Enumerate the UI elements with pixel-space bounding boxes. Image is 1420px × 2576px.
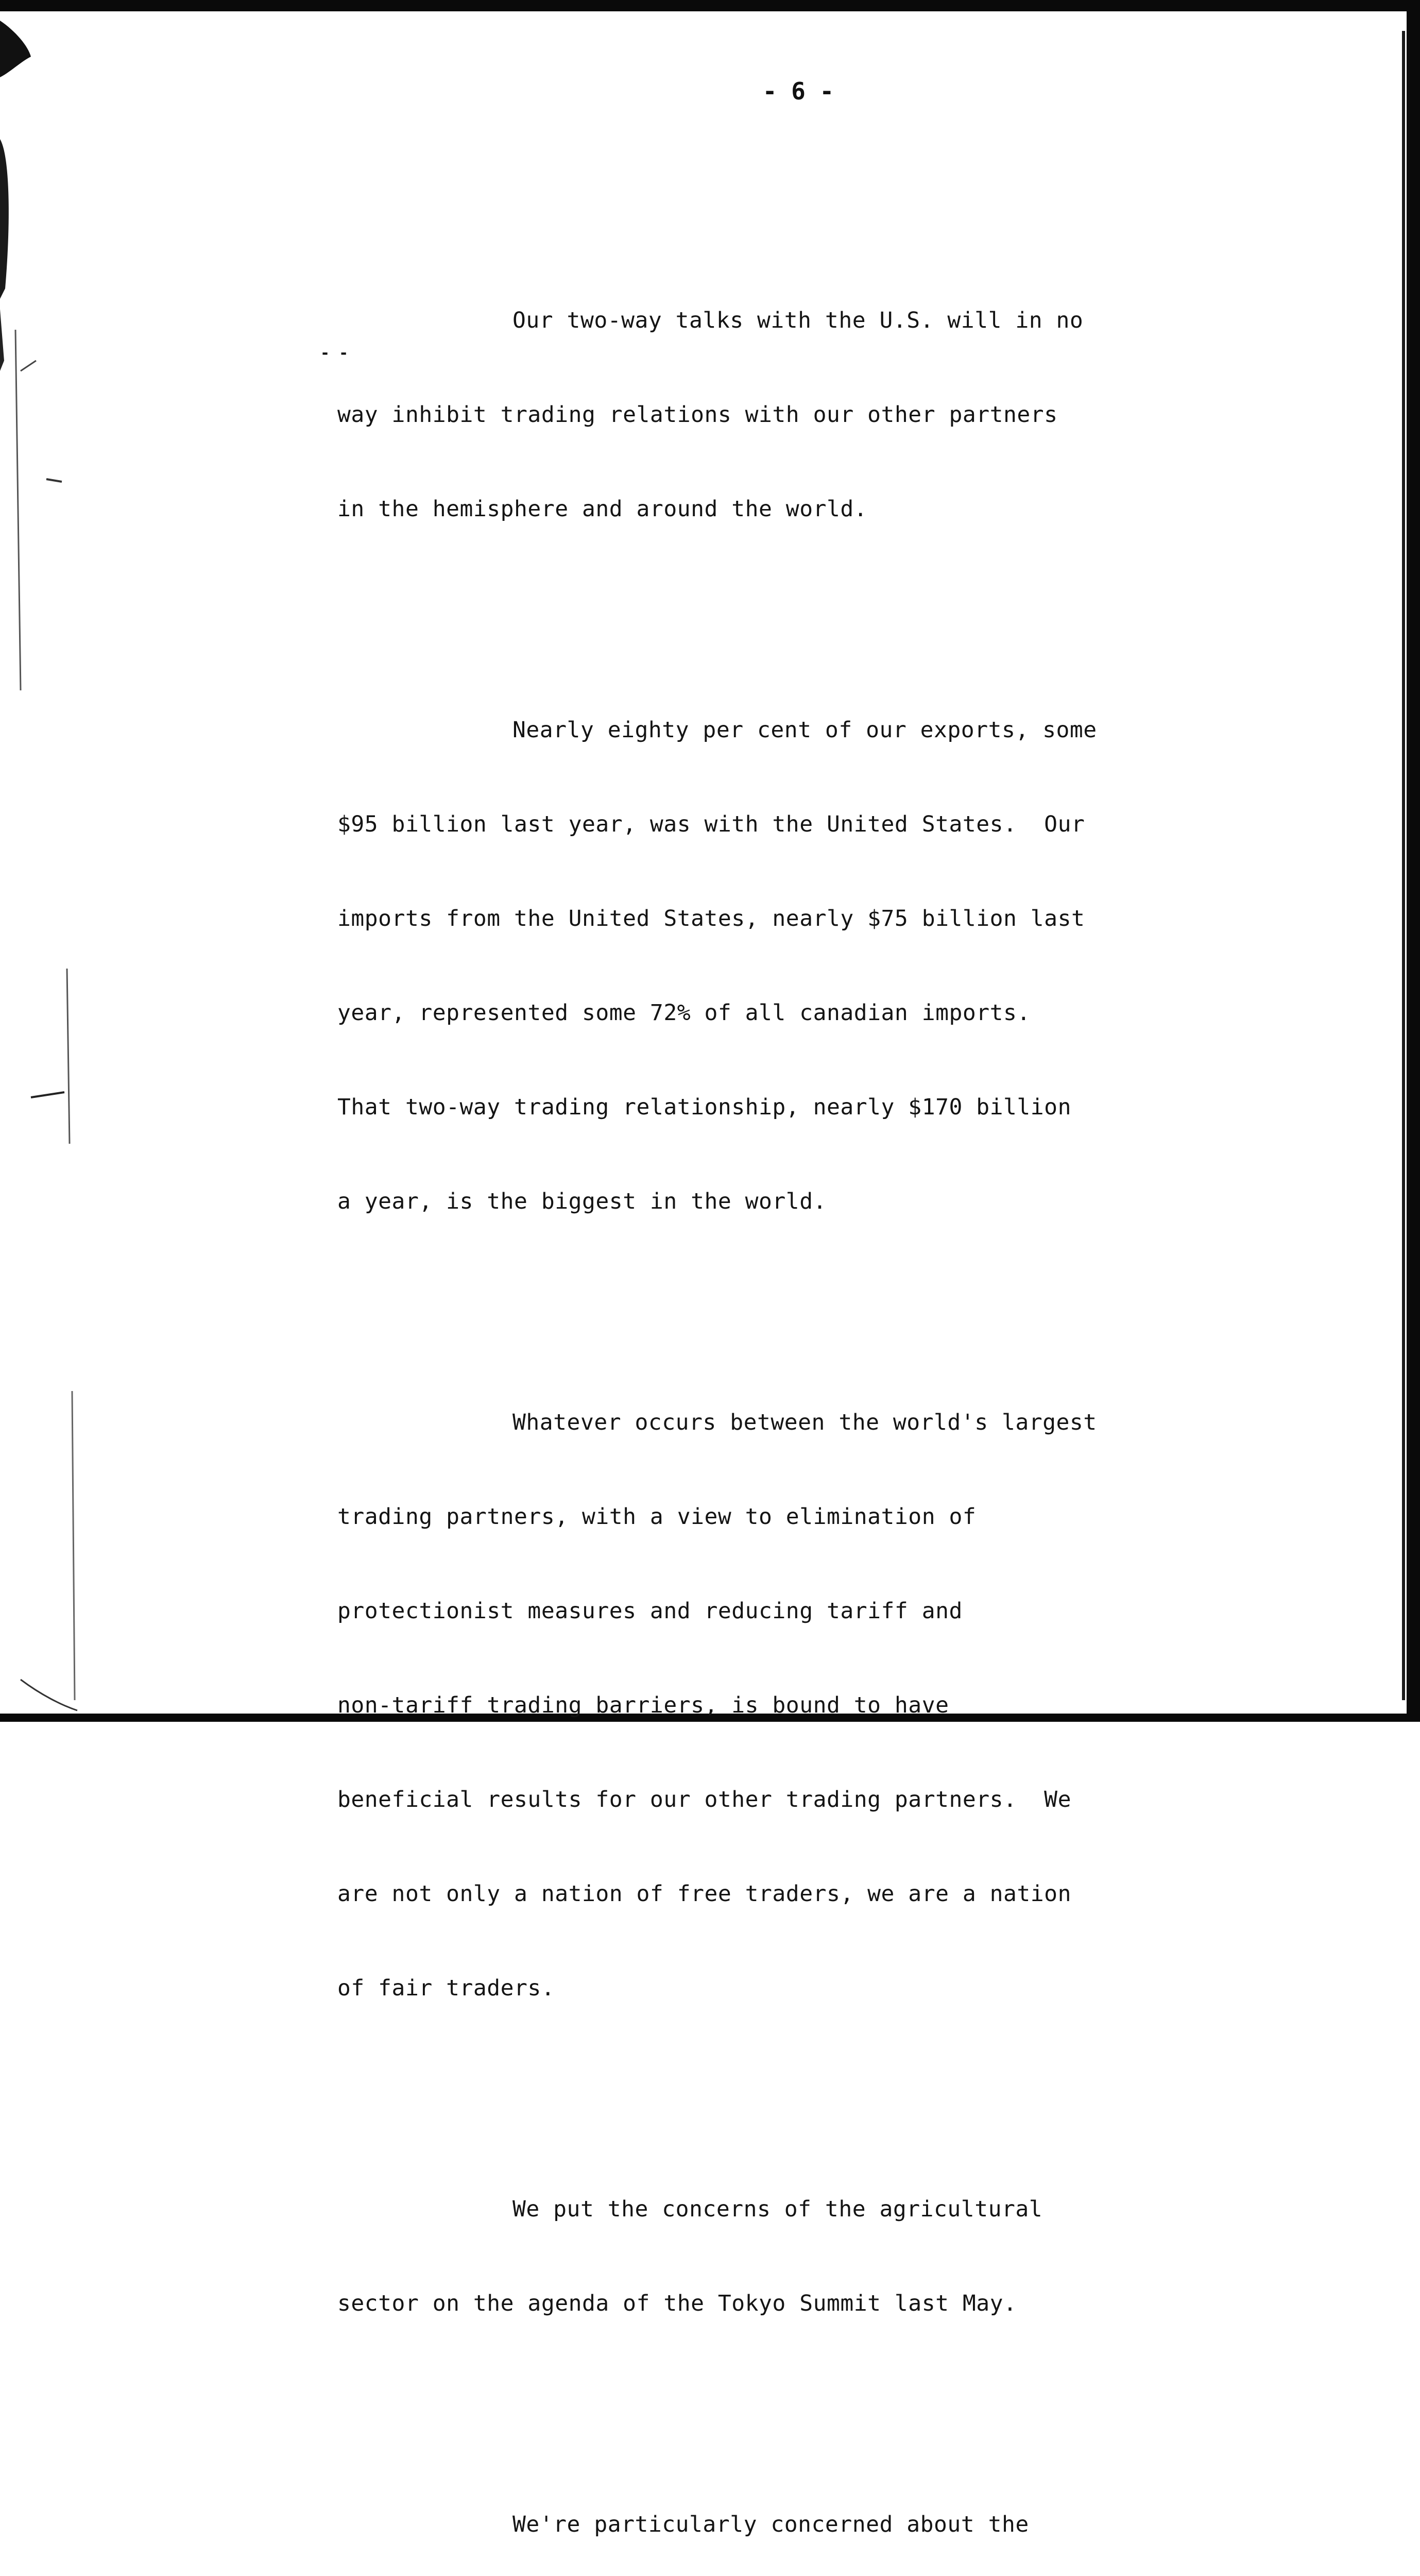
text-line: Our two-way talks with the U.S. will in no bbox=[512, 308, 1084, 333]
binder-edge-marks bbox=[0, 0, 82, 1722]
text-line: non-tariff trading barriers, is bound to have bbox=[337, 1692, 949, 1718]
text-line: of fair traders. bbox=[337, 1975, 555, 2001]
paragraph bbox=[337, 2131, 1244, 2382]
paragraph bbox=[337, 1344, 1244, 2067]
page-number: - 6 - bbox=[762, 77, 834, 105]
text-line: That two-way trading relationship, nearly $170 billion bbox=[337, 1094, 1071, 1120]
text-line: sector on the agenda of the Tokyo Summit last May. bbox=[337, 2291, 1017, 2316]
text-line: $95 billion last year, was with the United States. Our bbox=[337, 811, 1085, 837]
text-line: beneficial results for our other trading partners. We bbox=[337, 1787, 1071, 1812]
text-line: are not only a nation of free traders, we are a nation bbox=[337, 1881, 1071, 1907]
margin-mark: - - bbox=[320, 344, 349, 362]
text-line: We're particularly concerned about the bbox=[512, 2512, 1029, 2537]
text-line: in the hemisphere and around the world. bbox=[337, 496, 868, 522]
text-line: protectionist measures and reducing tariff and bbox=[337, 1598, 963, 1624]
paragraph bbox=[337, 242, 1244, 588]
scan-edge-right-inner bbox=[1402, 31, 1405, 1700]
text-line: Nearly eighty per cent of our exports, some bbox=[512, 717, 1097, 743]
scan-edge-right bbox=[1407, 0, 1420, 1722]
text-line: way inhibit trading relations with our other partners bbox=[337, 402, 1058, 428]
text-line: imports from the United States, nearly $75 billion last bbox=[337, 906, 1085, 931]
body-text bbox=[337, 242, 1244, 2576]
paragraph bbox=[337, 2446, 1244, 2576]
text-line: Whatever occurs between the world's largest bbox=[512, 1410, 1097, 1435]
text-line: We put the concerns of the agricultural bbox=[512, 2196, 1043, 2222]
scan-edge-top bbox=[0, 0, 1420, 11]
text-line: year, represented some 72% of all canadian imports. bbox=[337, 1000, 1031, 1026]
text-line: trading partners, with a view to elimination of bbox=[337, 1504, 977, 1530]
text-line: a year, is the biggest in the world. bbox=[337, 1189, 827, 1214]
paragraph bbox=[337, 652, 1244, 1280]
